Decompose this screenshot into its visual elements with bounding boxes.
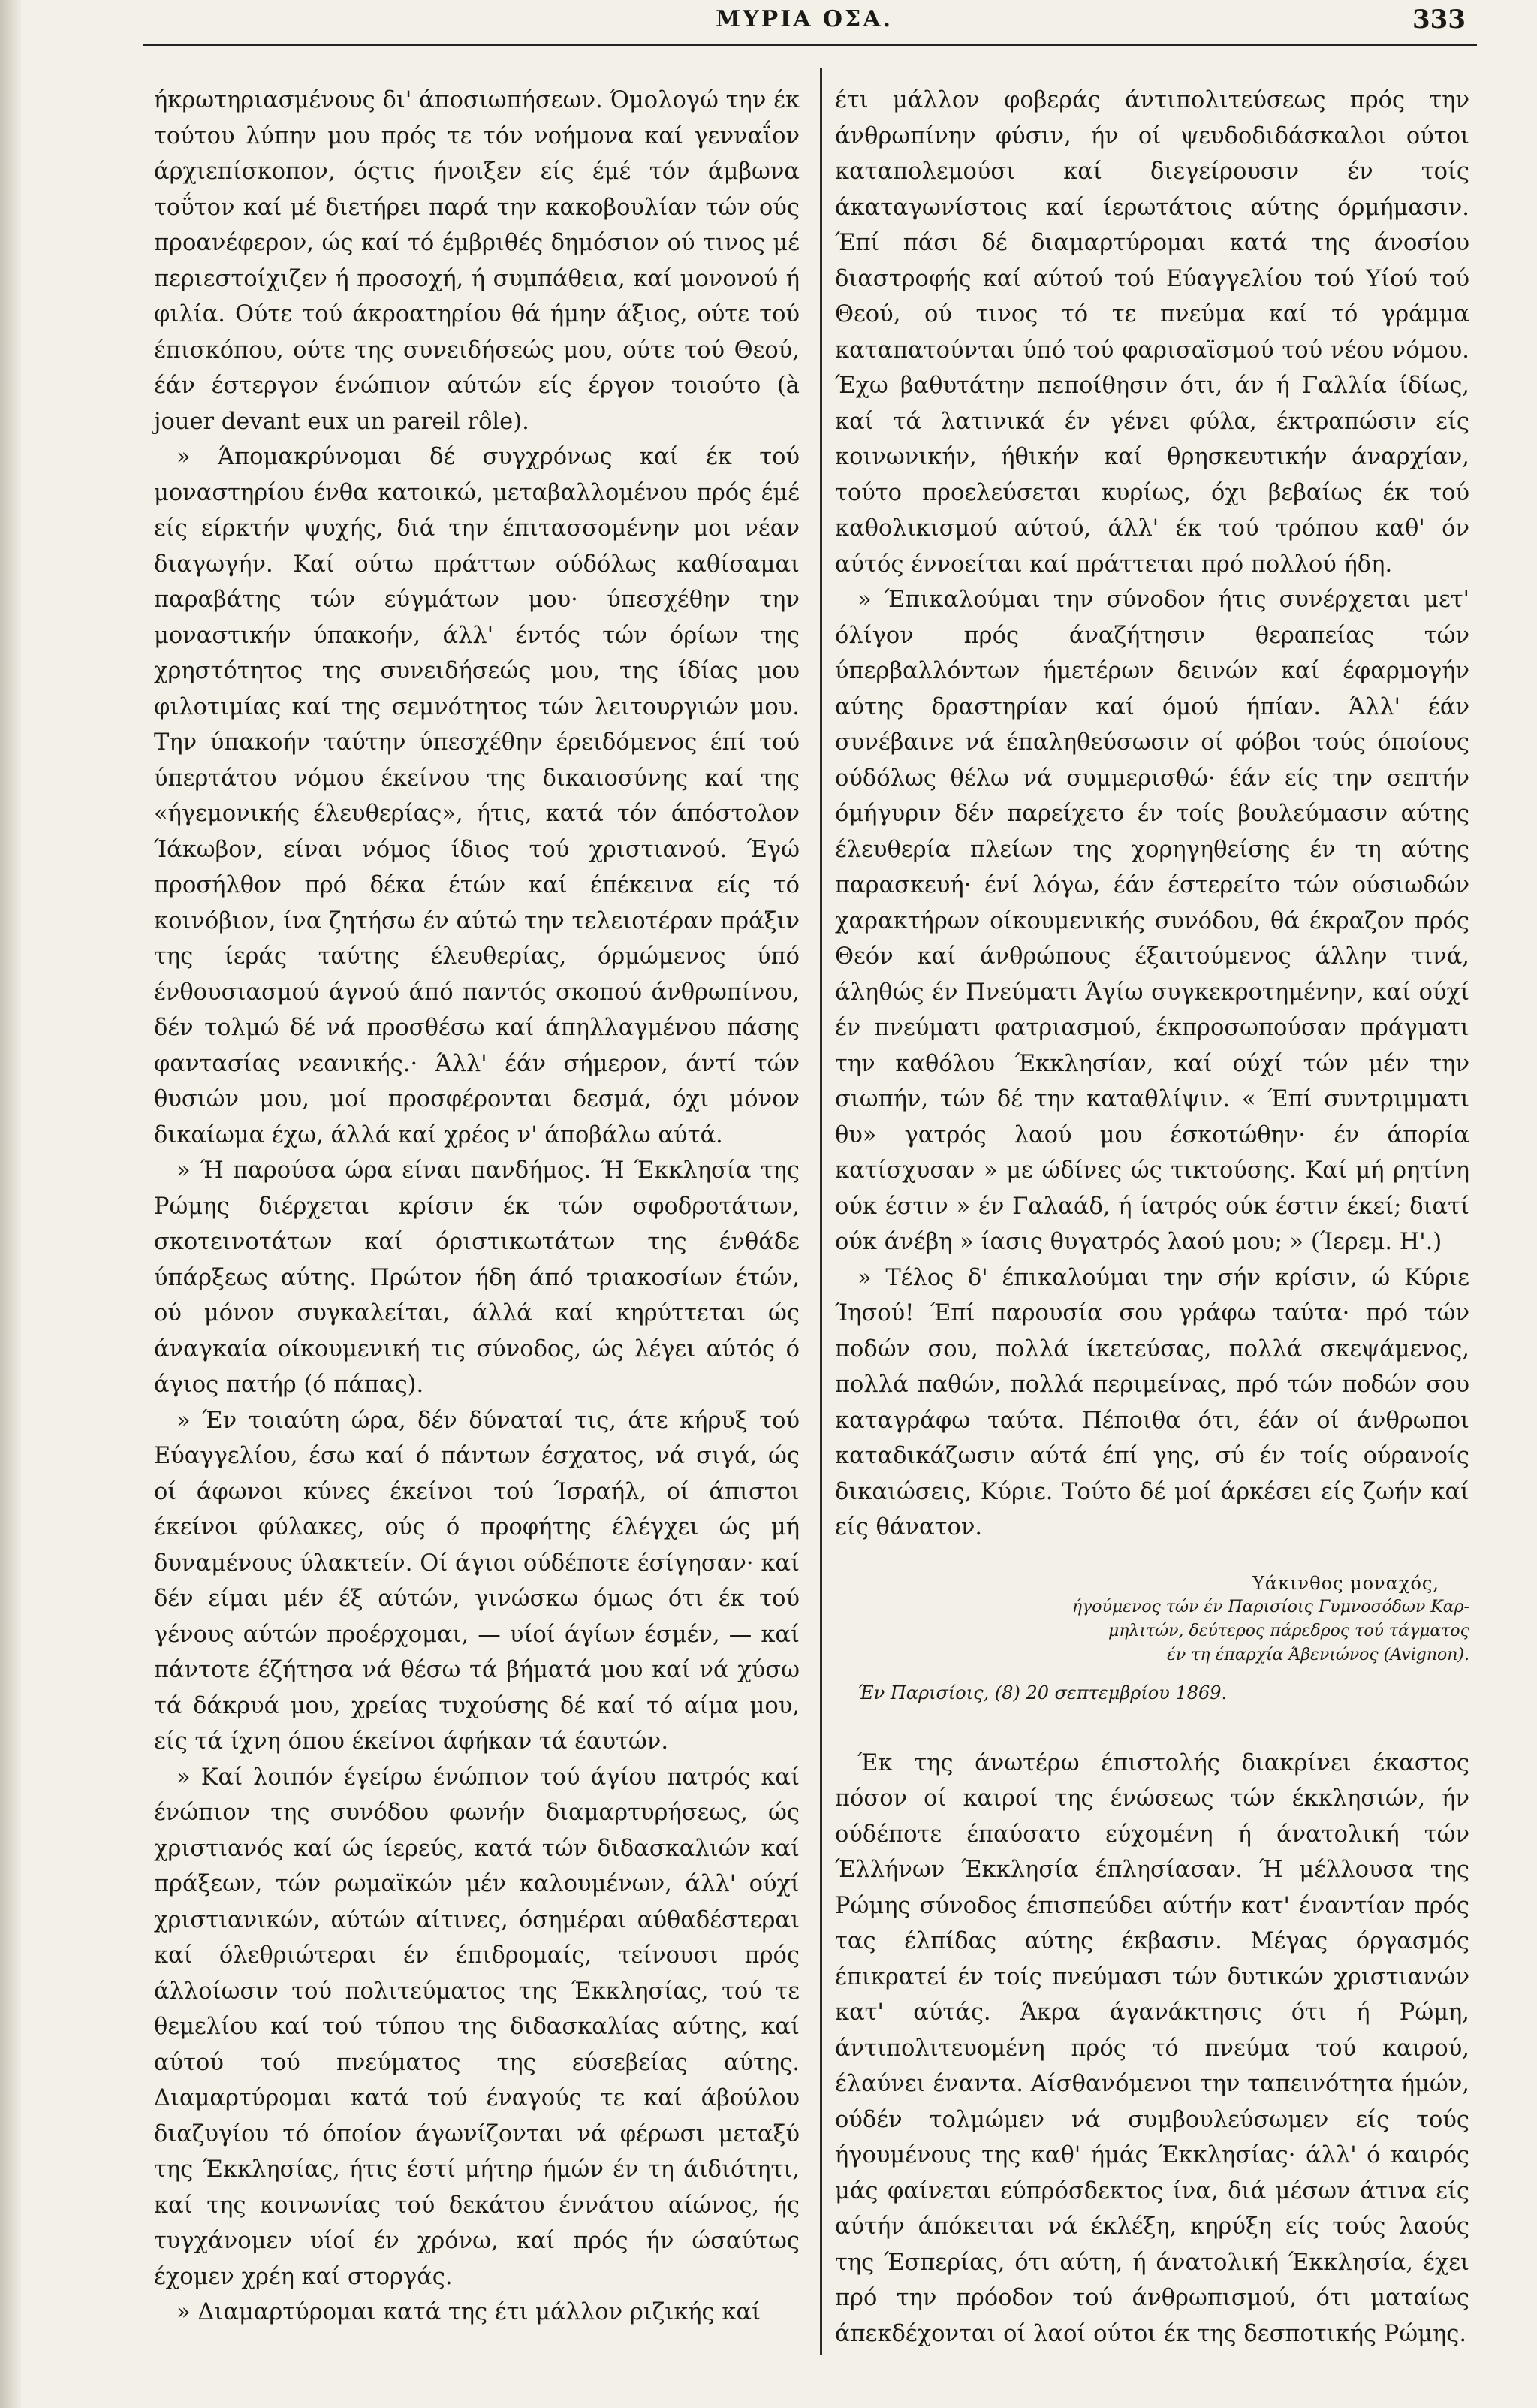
paragraph: » Έπικαλούμαι την σύνοδον ήτις συνέρχεται μετ' όλίγον πρός άναζήτησιν θεραπείας τών ύπερβαλλόντων ήμετέρων δεινών καί έφαρμογήν αύτης δραστηρίαν καί όμού ήπίαν. Άλλ' έάν συνέβαινε νά έπαληθεύσωσιν οί φόβοι τούς όποίους ούδόλως θέλω νά συμμερισθώ· έάν είς την σεπτήν όμήγυριν δέν παρείχετο έν τοίς βουλεύμασιν αύτης έλευθερία πλείων της χορηγηθείσης έν τη αύτης παρασκευή· ένί λόγω, έάν έστερείτο τών ούσιωδών χαρακτήρων οίκουμενικής συνόδου, θά έκραζον πρός Θεόν καί άνθρώπους έξαιτούμενος άλλην τινά, άληθώς έν Πνεύματι Άγίω συγκεκροτημένην, καί ούχί έν πνεύματι φατριασμού, έκπροσωπούσαν πράγματι την καθόλου Έκκλησίαν, καί ούχί τών μέν την σιωπήν, τών δέ την καταθλίψιν. « Έπί συντριμματι θυ» γατρός λαού μου έσκοτώθην· έν άπορία κατίσχυσαν » με ώδίνες ώς τικτούσης. Καί μή ρητίνη ούκ έστιν » έν Γαλαάδ, ή ίατρός ούκ έστιν έκεί; διατί ούκ άνέβη » ίασις θυγατρός λαού μου; » (Ίερεμ. Η'.) (835, 587, 1469, 1255)
paragraph: » Έν τοιαύτη ώρα, δέν δύναταί τις, άτε κήρυξ τού Εύαγγελίου, έσω καί ό πάντων έσχατος, νά σιγά, ώς οί άφωνοι κύνες έκείνοι τού Ίσραήλ, οί άπιστοι έκείνοι φύλακες, ούς ό προφήτης έλέγχει ώς μή δυναμένους ύλακτείν. Οί άγιοι ούδέποτε έσίγησαν· καί δέν είμαι μέν έξ αύτών, γινώσκω όμως ότι έκ τού γένους αύτών προέρχομαι, — υίοί άγίων έσμέν, — καί πάντοτε έζήτησα νά θέσω τά βήματά μου καί νά χύσω τά δάκρυά μου, χρείας τυχούσης δέ καί τό αίμα μου, είς τά ίχνη όπου έκείνοι άφήκαν τά έαυτών. (154, 1407, 800, 1755)
page-header (143, 0, 1466, 38)
left-column (154, 83, 800, 2331)
page-binding-shadow (0, 0, 21, 2408)
paragraph: » Καί λοιπόν έγείρω ένώπιον τού άγίου πατρός καί ένώπιον της συνόδου φωνήν διαμαρτυρήσεως, ώς χριστιανός καί ώς ίερεύς, κατά τών διδασκαλιών καί πράξεων, τών ρωμαϊκών μέν καλουμένων, άλλ' ούχί χριστιανικών, αύτών αίτινες, όσημέραι αύθαδέστεραι καί όλεθριώτεραι έν έπιδρομαίς, τείνουσι πρός άλλοίωσιν τού πολιτεύματος της Έκκλησίας, τού τε θεμελίου καί τού τύπου της διδασκαλίας αύτης, καί αύτού τού πνεύματος της εύσεβείας αύτης. Διαμαρτύρομαι κατά τού έναγούς τε καί άβούλου διαζυγίου τό όποίον άγωνίζονται νά φέρωσι μεταξύ της Έκκλησίας, ήτις έστί μήτηρ ήμών έν τη άιδιότητι, καί της κοινωνίας τού δεκάτου έννάτου αίώνος, ής τυγχάνομεν υίοί έν χρόνω, καί πρός ήν ώσαύτως έχομεν χρέη καί στοργάς. (154, 1764, 800, 2290)
paragraph: » Άπομακρύνομαι δέ συγχρόνως καί έκ τού μοναστηρίου ένθα κατοικώ, μεταβαλλομένου πρός έμέ είς είρκτήν ψυχής, διά την έπιτασσομένην μοι νέαν διαγωγήν. Καί ούτω πράττων ούδόλως καθίσαμαι παραβάτης τών εύγμάτων μου· ύπεσχέθην την μοναστικήν ύπακοήν, άλλ' έντός τών όρίων της χρηστότητος της συνειδήσεώς μου, της ίδίας μου φιλοτιμίας καί της σεμνότητος τών λειτουργιών μου. Την ύπακοήν ταύτην ύπεσχέθην έρειδόμενος έπί τού ύπερτάτου νόμου έκείνου της δικαιοσύνης καί της «ήγεμονικής έλευθερίας», ήτις, κατά τόν άπόστολον Ίάκωβον, είναι νόμος ίδιος τού χριστιανού. Έγώ προσήλθον πρό δέκα έτών καί έπέκεινα είς τό κοινόβιον, ίνα ζητήσω έν αύτώ την τελειοτέραν πράξιν της ίεράς ταύτης έλευθερίας, όρμώμενος ύπό ένθουσιασμού άγνού άπό παντός σκοπού άνθρωπίνου, δέν τολμώ δέ νά προσθέσω καί άπηλλαγμένου πάσης φαντασίας νεανικής.· Άλλ' έάν σήμερον, άντί τών θυσιών μου, μοί προσφέρονται δεσμά, όχι μόνον δικαίωμα έχω, άλλά καί χρέος ν' άποβάλω αύτά. (154, 444, 800, 1148)
paragraph: » Διαμαρτύρομαι κατά της έτι μάλλον ριζικής καί (176, 2299, 761, 2325)
paragraph: έτι μάλλον φοβεράς άντιπολιτεύσεως πρός την άνθρωπίνην φύσιν, ήν οί ψευδοδιδάσκαλοι ούτοι καταπολεμούσι καί διεγείρουσιν έν τοίς άκαταγωνίστοις καί ίερωτάτοις αύτης όρμήμασιν. Έπί πάσι δέ διαμαρτύρομαι κατά της άνοσίου διαστροφής καί αύτού τού Εύαγγελίου τού Υίού τού Θεού, ού τινος τό τε πνεύμα καί τό γράμμα καταπατούνται ύπό τού φαρισαϊσμού τού νέου νόμου. Έχω βαθυτάτην πεποίθησιν ότι, άν ή Γαλλία ίδίως, καί τά λατινικά έν γένει φύλα, έκτραπώσιν είς κοινωνικήν, ήθικήν καί θρησκευτικήν άναρχίαν, τούτο προελεύσεται κυρίως, όχι βεβαίως έκ τού καθολικισμού αύτού, άλλ' έκ τού τρόπου καθ' όν αύτός έννοείται καί πράττεται πρό πολλού ήδη. (835, 87, 1469, 578)
signature-role-line: μηλιτών, δεύτερος πάρεδρος τού τάγματος (1108, 1621, 1469, 1640)
letter-signature (835, 1571, 1469, 1667)
page-number: 333 (1412, 5, 1466, 35)
dateline: Έν Παρισίοις, (8) 20 σεπτεμβρίου 1869. (857, 1682, 1228, 1703)
header-rule (143, 44, 1477, 46)
running-title: ΜΥΡΙΑ ΟΣΑ. (715, 6, 893, 32)
signature-role-line: ήγούμενος τών έν Παρισίοις Γυμνοσόδων Καρ- (1071, 1597, 1469, 1616)
paragraph: » Ή παρούσα ώρα είναι πανδήμος. Ή Έκκλησία της Ρώμης διέρχεται κρίσιν έκ τών σφοδροτάτων, σκοτεινοτάτων καί όριστικωτάτων της ένθάδε ύπάρξεως αύτης. Πρώτον ήδη άπό τριακοσίων έτών, ού μόνον συγκαλείται, άλλά καί κηρύττεται ώς άναγκαία οίκουμενική τις σύνοδος, ώς λέγει αύτός ό άγιος πατήρ (ό πάπας). (154, 1157, 800, 1398)
signature-name: Υάκινθος μοναχός, (1252, 1572, 1439, 1594)
paragraph: ήκρωτηριασμένους δι' άποσιωπήσεων. Όμολογώ την έκ τούτου λύπην μου πρός τε τόν νοήμονα καί γενναΐον άρχιεπίσκοπον, όςτις ήνοιξεν είς έμέ τόν άμβωνα τοΰτον καί μέ διετήρει παρά την κακοβουλίαν τών ούς προανέφερον, ώς καί τό έμβριθές δημόσιον ού τινος μέ περιεστοίχιζεν ή προσοχή, ή συμπάθεια, καί μονονού ή φιλία. Ούτε τού άκροατηρίου θά ήμην άξιος, ούτε τού έπισκόπου, ούτε της συνειδήσεώς μου, ούτε τού Θεού, έάν έστεργον ένώπιον αύτών είς έργον τοιούτο (à jouer devant eux un pareil rôle). (154, 87, 800, 435)
commentary-paragraph: Έκ της άνωτέρω έπιστολής διακρίνει έκαστος πόσον οί καιροί της ένώσεως τών έκκλησιών, ήν ούδέποτε έπαύσατο εύχομένη ή άνατολική τών Έλλήνων Έκκλησία έπλησίασαν. Ή μέλλουσα της Ρώμης σύνοδος έπισπεύδει αύτήν κατ' έναντίαν πρός τας έλπίδας αύτης έκβασιν. Μέγας όργασμός έπικρατεί έν τοίς πνεύμασι τών δυτικών χριστιανών κατ' αύτάς. Άκρα άγανάκτησις ότι ή Ρώμη, άντιπολιτευομένη πρός τό πνεύμα τού καιρού, έλαύνει έναντα. Αίσθανόμενοι την ταπεινότητα ήμών, ούδέν τολμώμεν νά συμβουλεύσωμεν είς τούς ήγουμένους της καθ' ήμάς Έκκλησίας· άλλ' ό καιρός μάς φαίνεται εύπρόσδεκτος ίνα, διά μέσων άτινα είς αύτήν άπόκειται νά έκλέξη, κηρύξη είς τούς λαούς της Έσπερίας, ότι αύτη, ή άνατολική Έκκλησία, έχει πρό την πρόοδον τού άνθρωπισμού, ότι ματαίως άπεκδέχονται οί λαοί ούτοι έκ της δεσποτικής Ρώμης. (835, 1749, 1469, 2347)
paragraph: » Τέλος δ' έπικαλούμαι την σήν κρίσιν, ώ Κύριε Ίησού! Έπί παρουσία σου γράφω ταύτα· πρό τών ποδών σου, πολλά ίκετεύσας, πολλά σκεψάμενος, πολλά παθών, πολλά περιμείνας, πρό τών ποδών σου καταγράφω ταύτα. Πέποιθα ότι, έάν οί άνθρωποι καταδικάζωσιν αύτά έπί γης, σύ έν τοίς ούρανοίς δικαιώσεις, Κύριε. Τούτο δέ μοί άρκέσει είς ζωήν καί είς θάνατον. (835, 1264, 1469, 1540)
signature-role-line: έν τη έπαρχία Άβενιώνος (Avignon). (1167, 1645, 1469, 1664)
column-divider (820, 68, 822, 2355)
right-column (835, 83, 1469, 2352)
